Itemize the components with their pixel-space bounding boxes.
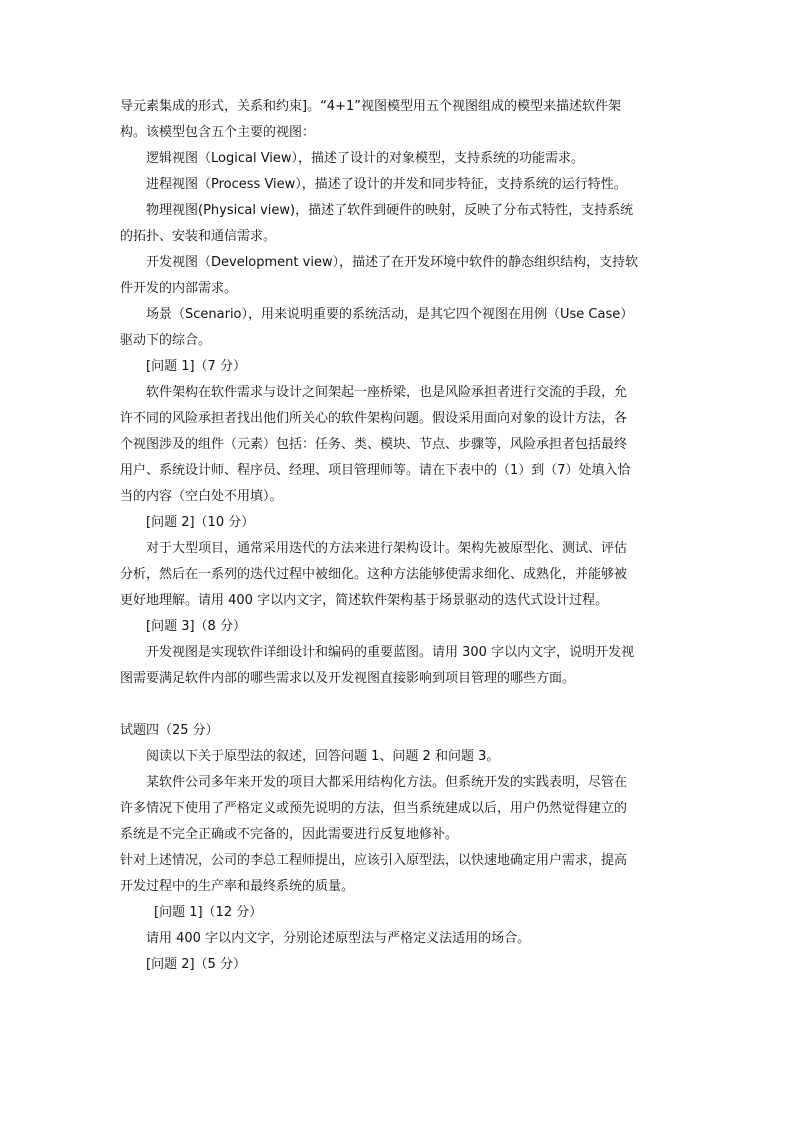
paragraph-line: 场景（Scenario），用来说明重要的系统活动，是其它四个视图在用例（Use Case） [146,307,634,322]
paragraph-line: 许多情况下使用了严格定义或预先说明的方法，但当系统建成以后，用户仍然觉得建立的 [120,801,628,816]
question-heading: [问题 1]（12 分） [154,905,263,920]
paragraph-line: 构。该模型包含五个主要的视图： [120,125,316,140]
paragraph-line: 开发视图（Development view），描述了在开发环境中软件的静态组织结构，支持软 [146,255,639,270]
paragraph-line: 开发视图是实现软件详细设计和编码的重要蓝图。请用 300 字以内文字，说明开发视 [146,645,635,660]
paragraph-line: 更好地理解。请用 400 字以内文字，简述软件架构基于场景驱动的迭代式设计过程。 [120,593,609,608]
paragraph-line: 当的内容（空白处不用填）。 [120,489,283,504]
paragraph-line: 件开发的内部需求。 [120,281,238,296]
paragraph-line: 对于大型项目，通常采用迭代的方法来进行架构设计。架构先被原型化、测试、评估 [146,541,628,556]
question-heading: [问题 3]（8 分） [146,619,246,634]
paragraph-line: 图需要满足软件内部的哪些需求以及开发视图直接影响到项目管理的哪些方面。 [120,671,576,686]
paragraph-line: 物理视图(Physical view)，描述了软件到硬件的映射，反映了分布式特性，支持系统 [146,203,634,218]
question-heading: [问题 2]（5 分） [146,957,246,972]
paragraph-line: 开发过程中的生产率和最终系统的质量。 [120,879,355,894]
paragraph-line: 软件架构在软件需求与设计之间架起一座桥梁，也是风险承担者进行交流的手段，允 [146,385,628,400]
question-heading: [问题 1]（7 分） [146,359,246,374]
paragraph-line: 的拓扑、安装和通信需求。 [120,229,277,244]
paragraph-line: 阅读以下关于原型法的叙述，回答问题 1、问题 2 和问题 3。 [146,749,500,764]
question-heading: [问题 2]（10 分） [146,515,255,530]
paragraph-line: 许不同的风险承担者找出他们所关心的软件架构问题。假设采用面向对象的设计方法，各 [120,411,628,426]
paragraph-line: 进程视图（Process View），描述了设计的并发和同步特征，支持系统的运行特性。 [146,177,627,192]
paragraph-line: 个视图涉及的组件（元素）包括：任务、类、模块、节点、步骤等，风险承担者包括最终 [120,437,628,452]
paragraph-line: 系统是不完全正确或不完备的，因此需要进行反复地修补。 [120,827,459,842]
paragraph-line: 分析，然后在一系列的迭代过程中被细化。这种方法能够使需求细化、成熟化，并能够被 [120,567,628,582]
paragraph-line: 逻辑视图（Logical View），描述了设计的对象模型，支持系统的功能需求。 [146,151,585,166]
paragraph-line: 请用 400 字以内文字，分别论述原型法与严格定义法适用的场合。 [146,931,531,946]
paragraph-line: 针对上述情况，公司的李总工程师提出，应该引入原型法，以快速地确定用户需求，提高 [120,853,628,868]
section-heading: 试题四（25 分） [120,723,219,738]
paragraph-line: 驱动下的综合。 [120,333,212,348]
paragraph-line: 某软件公司多年来开发的项目大都采用结构化方法。但系统开发的实践表明，尽管在 [146,775,628,790]
paragraph-line: 导元素集成的形式，关系和约束]。“4+1”视图模型用五个视图组成的模型来描述软件架 [120,99,621,114]
paragraph-line: 用户、系统设计师、程序员、经理、项目管理师等。请在下表中的（1）到（7）处填入恰 [120,463,631,478]
